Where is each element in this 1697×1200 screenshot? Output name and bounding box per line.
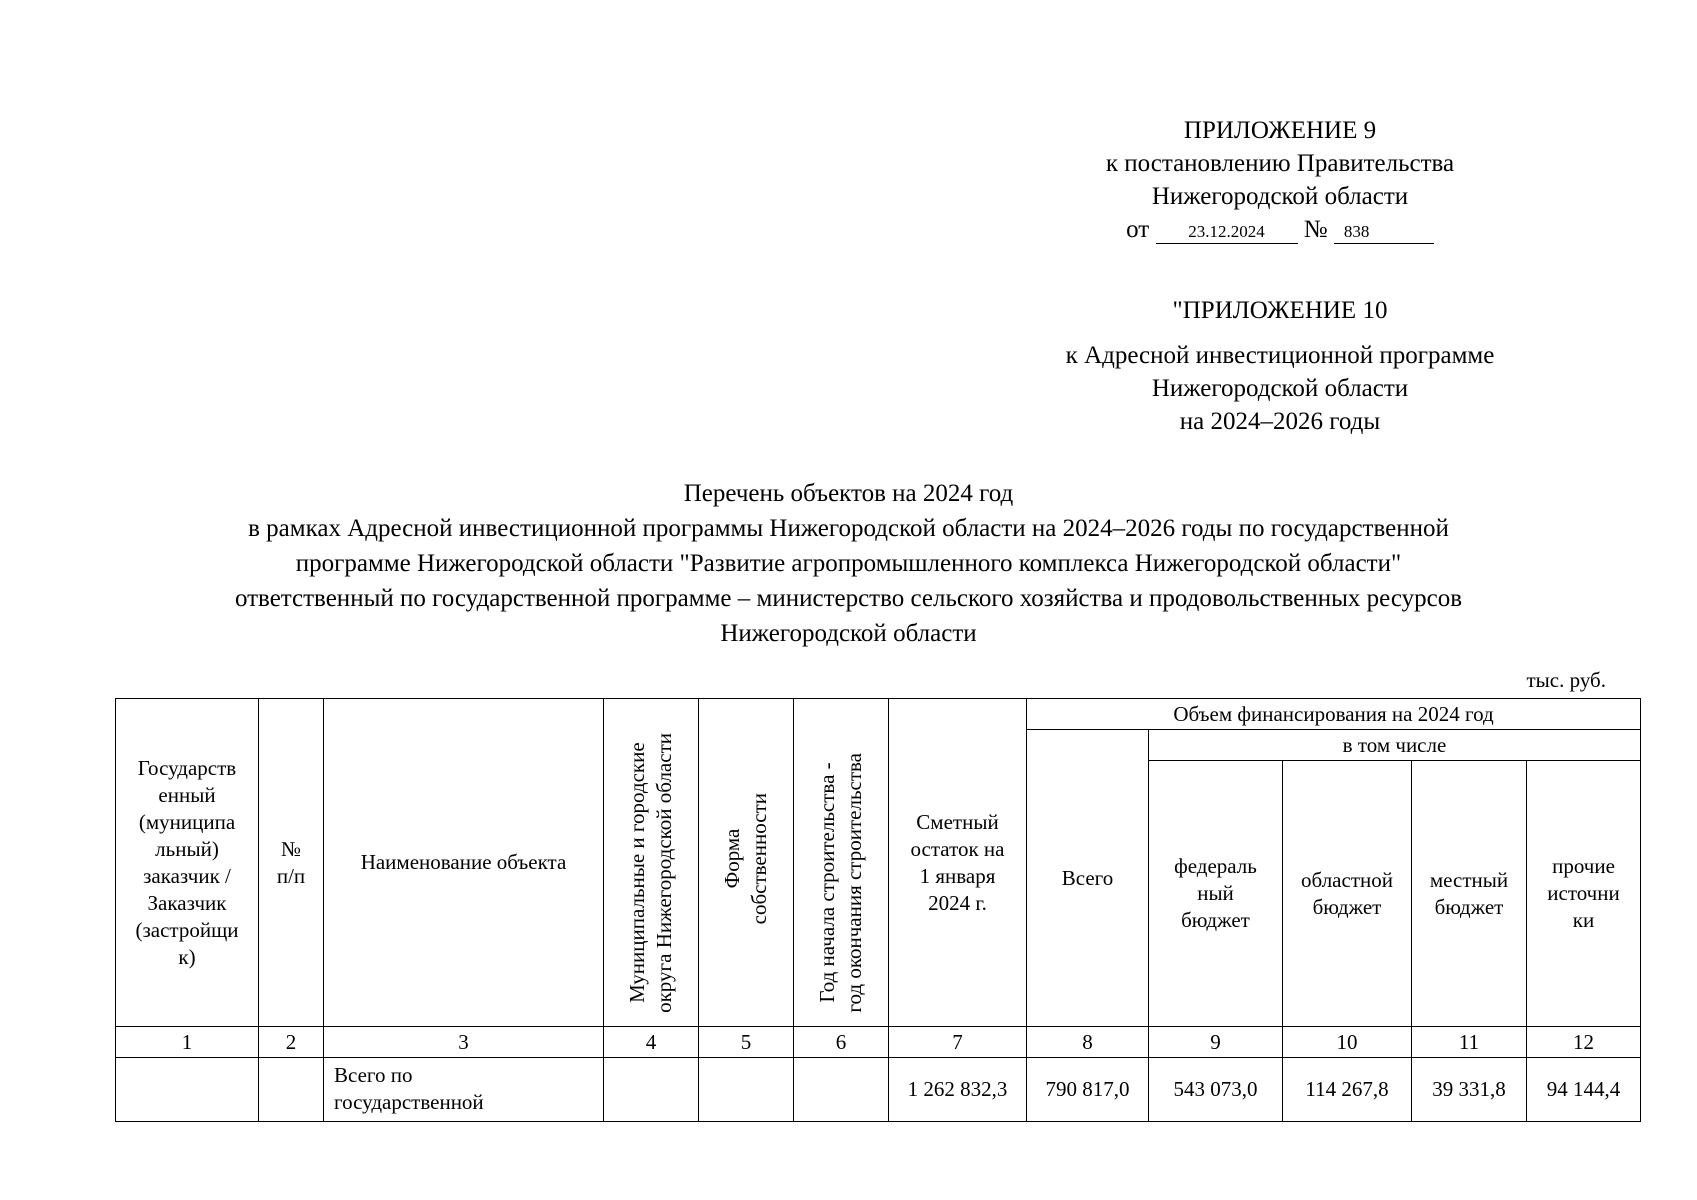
column-number: 6 bbox=[794, 1027, 889, 1058]
column-number: 3 bbox=[324, 1027, 604, 1058]
appendix9-line1: к постановлению Правительства bbox=[1105, 150, 1455, 177]
object-name-line: Всего по bbox=[334, 1063, 413, 1087]
number-value: 838 bbox=[1334, 221, 1434, 244]
header-regional bbox=[1283, 761, 1412, 1027]
cell-federal: 543 073,0 bbox=[1149, 1058, 1283, 1122]
number-sign: № bbox=[1303, 216, 1328, 243]
cell-num bbox=[259, 1058, 324, 1122]
title-line2: в рамках Адресной инвестиционной программы Нижегородской области на 2024–2026 годы по государственной bbox=[248, 515, 1449, 542]
date-value: 23.12.2024 bbox=[1156, 221, 1298, 244]
local-line: бюджет bbox=[1434, 894, 1504, 919]
districts-line: округа Нижегородской области bbox=[652, 733, 676, 1013]
num-line: п/п bbox=[276, 863, 306, 888]
document-title bbox=[100, 476, 1597, 651]
ownership-line: Форма bbox=[720, 829, 744, 889]
cell-local: 39 331,8 bbox=[1412, 1058, 1527, 1122]
federal-line: бюджет bbox=[1181, 908, 1250, 932]
federal-line: федераль bbox=[1174, 854, 1257, 878]
ownership-line: собственности bbox=[747, 793, 771, 925]
column-number: 10 bbox=[1283, 1027, 1412, 1058]
cell-regional: 114 267,8 bbox=[1283, 1058, 1412, 1122]
appendix9-date-line bbox=[1126, 213, 1434, 246]
num-line: № bbox=[280, 836, 302, 861]
years-line: год окончания строительства bbox=[842, 753, 866, 1013]
appendix10-block bbox=[1040, 294, 1520, 438]
appendix9-line2: Нижегородской области bbox=[1151, 183, 1409, 210]
cell-total: 790 817,0 bbox=[1027, 1058, 1149, 1122]
header-districts bbox=[604, 699, 699, 1027]
appendix10-title: "ПРИЛОЖЕНИЕ 10 bbox=[1172, 297, 1388, 324]
other-line: ки bbox=[1572, 908, 1595, 932]
cell-customer bbox=[116, 1058, 259, 1122]
cell-years bbox=[794, 1058, 889, 1122]
column-number: 4 bbox=[604, 1027, 699, 1058]
estimate-line: остаток на bbox=[910, 836, 1005, 861]
customer-line: заказчик / bbox=[143, 863, 231, 888]
column-number: 9 bbox=[1149, 1027, 1283, 1058]
column-number-row bbox=[116, 1027, 1641, 1058]
header-num bbox=[259, 699, 324, 1027]
estimate-line: 2024 г. bbox=[928, 890, 987, 915]
date-prefix: от bbox=[1126, 216, 1150, 243]
estimate-line: 1 января bbox=[919, 863, 996, 888]
header-ownership bbox=[699, 699, 794, 1027]
header-other bbox=[1527, 761, 1641, 1027]
appendix10-line3: на 2024–2026 годы bbox=[1179, 408, 1381, 435]
districts-line: Муниципальные и городские bbox=[625, 742, 649, 1004]
column-number: 12 bbox=[1527, 1027, 1641, 1058]
column-number: 11 bbox=[1412, 1027, 1527, 1058]
years-rotated bbox=[814, 753, 868, 1013]
column-number: 2 bbox=[259, 1027, 324, 1058]
customer-line: льный) bbox=[155, 836, 219, 861]
estimate-line: Сметный bbox=[916, 809, 999, 834]
appendix10-line2: Нижегородской области bbox=[1151, 375, 1409, 402]
appendix9-block bbox=[1040, 114, 1520, 246]
appendix10-line1: к Адресной инвестиционной программе bbox=[1065, 342, 1495, 369]
cell-district bbox=[604, 1058, 699, 1122]
units-label: тыс. руб. bbox=[1526, 668, 1606, 692]
column-number: 5 bbox=[699, 1027, 794, 1058]
object-name-line: государственной bbox=[334, 1090, 484, 1114]
column-number: 7 bbox=[889, 1027, 1027, 1058]
customer-line: енный bbox=[158, 782, 216, 807]
table-row bbox=[116, 1058, 1641, 1122]
local-line: местный bbox=[1429, 867, 1509, 892]
header-years bbox=[794, 699, 889, 1027]
regional-line: областной bbox=[1301, 867, 1393, 892]
customer-line: (застройщи bbox=[135, 917, 239, 942]
ownership-rotated bbox=[719, 793, 773, 924]
header-estimate bbox=[889, 699, 1027, 1027]
other-line: источни bbox=[1547, 881, 1620, 905]
cell-ownership bbox=[699, 1058, 794, 1122]
customer-lines bbox=[118, 755, 256, 971]
years-line: Год начала строительства - bbox=[815, 763, 839, 1004]
header-local bbox=[1412, 761, 1527, 1027]
regional-line: бюджет bbox=[1312, 894, 1382, 919]
federal-line: ный bbox=[1197, 881, 1234, 905]
title-line4: ответственный по государственной программе – министерство сельского хозяйства и продовольственных ресурсов bbox=[234, 585, 1463, 612]
title-line5: Нижегородской области bbox=[720, 620, 977, 647]
customer-line: к) bbox=[178, 944, 196, 969]
cell-object-name bbox=[324, 1058, 604, 1122]
header-customer bbox=[116, 699, 259, 1027]
header-federal bbox=[1149, 761, 1283, 1027]
header-funding-volume: Объем финансирования на 2024 год bbox=[1027, 699, 1641, 730]
other-line: прочие bbox=[1552, 854, 1615, 878]
objects-table bbox=[115, 698, 1641, 1122]
customer-line: (муниципа bbox=[138, 809, 236, 834]
header-object-name: Наименование объекта bbox=[324, 699, 604, 1027]
cell-other: 94 144,4 bbox=[1527, 1058, 1641, 1122]
cell-estimate: 1 262 832,3 bbox=[889, 1058, 1027, 1122]
districts-rotated bbox=[624, 733, 678, 1013]
column-number: 1 bbox=[116, 1027, 259, 1058]
customer-line: Государств bbox=[137, 755, 237, 780]
title-line1: Перечень объектов на 2024 год bbox=[683, 480, 1014, 507]
header-total: Всего bbox=[1027, 730, 1149, 1027]
appendix9-title: ПРИЛОЖЕНИЕ 9 bbox=[1183, 117, 1377, 144]
header-including: в том числе bbox=[1149, 730, 1641, 761]
title-line3: программе Нижегородской области "Развитие агропромышленного комплекса Нижегородской области" bbox=[295, 550, 1402, 577]
customer-line: Заказчик bbox=[147, 890, 227, 915]
column-number: 8 bbox=[1027, 1027, 1149, 1058]
